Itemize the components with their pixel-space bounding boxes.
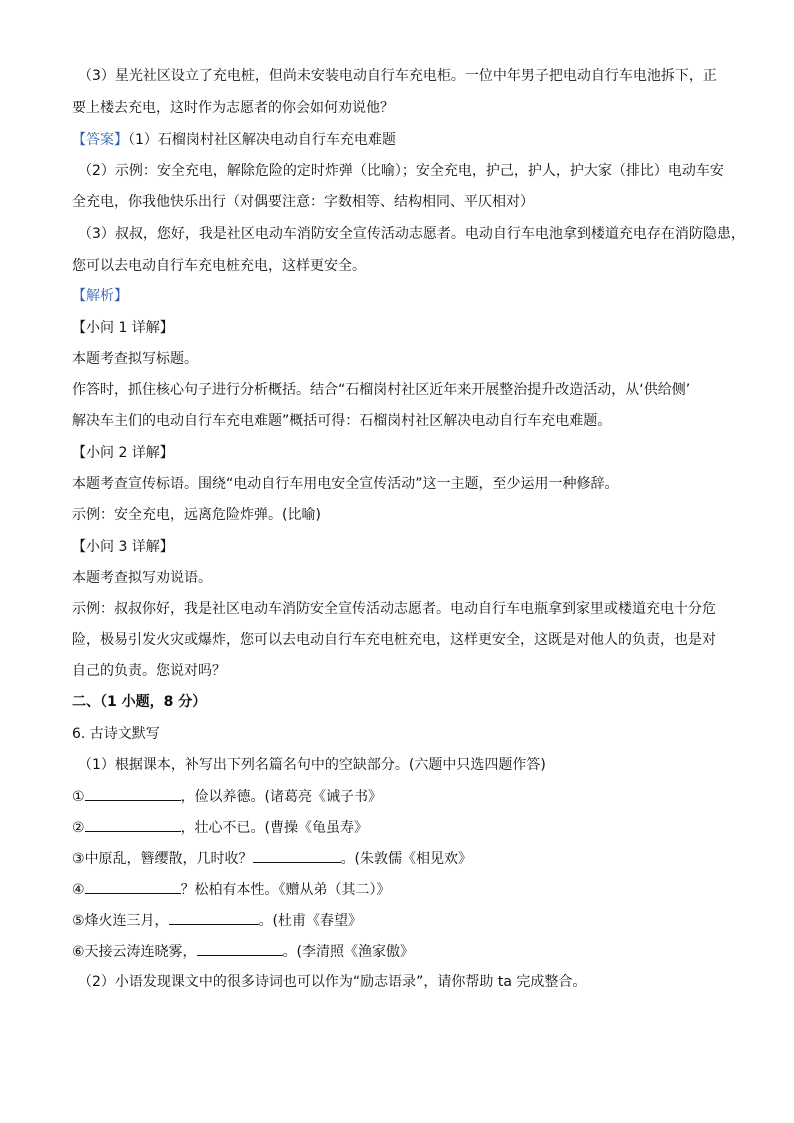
sub-question-1-paragraph: 本题考查拟写标题。: [72, 351, 198, 367]
dictation-item: ⑤烽火连三月， 。(杜甫《春望》: [72, 910, 732, 931]
analysis-tag: 【解析】: [72, 288, 128, 304]
answer-line-1: [72, 130, 732, 150]
sub-question-2-paragraph: 示例：安全充电，远离危险炸弹。(比喻): [72, 507, 321, 523]
fill-blank: [85, 879, 181, 894]
answer-2-line-1: （2）示例：安全充电，解除危险的定时炸弹（比喻）；安全充电，护己，护人，护大家（排比）电动车安: [78, 163, 724, 179]
sub-question-3-paragraph: 本题考查拟写劝说语。: [72, 570, 212, 586]
answer-tag: 【答案】: [72, 132, 128, 148]
dictation-item: ③中原乱，簪缨散，几时收？ 。(朱敦儒《相见欢》: [72, 848, 732, 869]
section-2-title: 二、（1 小题，8 分）: [72, 694, 207, 710]
question-6-title: 6. 古诗文默写: [72, 726, 160, 742]
sub-question-1-paragraph: 作答时，抓住核心句子进行分析概括。结合“石榴岗村社区近年来开展整治提升改造活动，从‘供给侧’: [72, 382, 691, 398]
answer-2-line-2: 全充电，你我他快乐出行（对偶要注意：字数相等、结构相同、平仄相对）: [72, 194, 534, 210]
sub-question-1-heading: 【小问 1 详解】: [72, 320, 174, 336]
dictation-item: ⑥天接云涛连晓雾， 。(李清照《渔家傲》: [72, 941, 732, 962]
sub-question-3-paragraph: 自己的负责。您说对吗？: [72, 663, 226, 679]
question-6-1-instruction: （1）根据课本，补写出下列名篇名句中的空缺部分。(六题中只选四题作答): [78, 757, 546, 773]
fill-blank: [253, 848, 341, 863]
sub-question-1-paragraph: 解决车主们的电动自行车充电难题”概括可得：石榴岗村社区解决电动自行车充电难题。: [72, 413, 612, 429]
question-5-3-line-1: （3）星光社区设立了充电桩，但尚未安装电动自行车充电柜。一位中年男子把电动自行车电池拆下，正: [78, 68, 717, 84]
dictation-item: ④ ？松柏有本性。《赠从弟（其二）》: [72, 879, 732, 900]
dictation-item: ① ，俭以养德。(诸葛亮《诫子书》: [72, 786, 732, 807]
answer-1: （1）石榴岗村社区解决电动自行车充电难题: [128, 132, 396, 148]
fill-blank: [85, 786, 181, 801]
fill-blank: [85, 817, 181, 832]
sub-question-3-paragraph: 险，极易引发火灾或爆炸，您可以去电动自行车充电桩充电，这样更安全，这既是对他人的负责，也是对: [72, 632, 716, 648]
fill-blank: [197, 941, 283, 956]
sub-question-2-paragraph: 本题考查宣传标语。围绕“电动自行车用电安全宣传活动”这一主题，至少运用一种修辞。: [72, 476, 619, 492]
answer-3-line-2: 您可以去电动自行车充电桩充电，这样更安全。: [72, 258, 366, 274]
answer-3-line-1: （3）叔叔，您好，我是社区电动车消防安全宣传活动志愿者。电动自行车电池拿到楼道充电存在消防隐患，: [78, 226, 745, 242]
question-5-3-line-2: 要上楼去充电，这时作为志愿者的你会如何劝说他？: [72, 100, 394, 116]
sub-question-3-paragraph: 示例：叔叔你好，我是社区电动车消防安全宣传活动志愿者。电动自行车电瓶拿到家里或楼道充电十分危: [72, 601, 716, 617]
sub-question-2-heading: 【小问 2 详解】: [72, 445, 174, 461]
dictation-item: ② ，壮心不已。(曹操《龟虽寿》: [72, 817, 732, 838]
fill-blank: [169, 910, 259, 925]
sub-question-3-heading: 【小问 3 详解】: [72, 539, 174, 555]
question-6-2-instruction: （2）小语发现课文中的很多诗词也可以作为“励志语录”，请你帮助 ta 完成整合。: [78, 974, 587, 990]
